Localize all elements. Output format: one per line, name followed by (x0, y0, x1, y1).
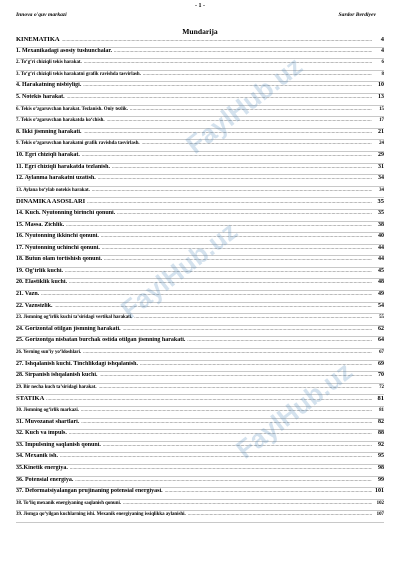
toc-entry[interactable] (16, 59, 384, 71)
toc-entry-page: 98 (378, 464, 384, 471)
toc-entry[interactable] (16, 500, 384, 512)
toc-leader-dots (41, 291, 372, 296)
toc-leader-dots (134, 314, 372, 319)
toc-entry[interactable] (16, 94, 384, 106)
toc-entry[interactable] (16, 187, 384, 199)
toc-entry-page: 8 (381, 71, 384, 77)
toc-entry-page: 70 (378, 372, 384, 379)
toc-entry-label: 23. Jismning og‘irlik kuchi ta’siridagi vertikal harakati. (16, 315, 133, 321)
toc-leader-dots (82, 152, 372, 157)
toc-entry[interactable] (16, 326, 384, 338)
toc-leader-dots (142, 140, 372, 145)
toc-entry[interactable] (16, 117, 384, 129)
toc-entry-label: 21. Vazn. (16, 291, 40, 298)
toc-entry-page: 4 (380, 36, 384, 43)
toc-leader-dots (81, 407, 372, 412)
toc-entry-page: 44 (378, 244, 384, 251)
toc-entry-label: 31. Muvozanat shartlari. (16, 418, 80, 425)
toc-leader-dots (60, 453, 372, 458)
toc-entry-label: 8. Ikki jismning harakati. (16, 128, 82, 135)
toc-entry-label: 30. Jismning og‘irlik markazi. (16, 408, 79, 413)
toc-entry-label: 10. Egri chiziqli harakat. (16, 151, 80, 158)
toc-entry-label: DINAMIKA ASOSLARI (16, 198, 86, 206)
toc-entry-page: 54 (378, 302, 384, 309)
toc-entry-label: 13. Aylana bo‘ylab notekis harakat. (16, 187, 90, 193)
toc-entry[interactable] (16, 337, 384, 349)
toc-leader-dots (55, 303, 372, 308)
toc-entry[interactable] (16, 164, 384, 176)
toc-entry-label: 7. Tekis o‘zgaruvchan harakatda ko‘chish. (16, 118, 105, 124)
toc-leader-dots (114, 48, 372, 53)
toc-entry-page: 31 (378, 163, 384, 170)
toc-entry-page: 13 (378, 93, 384, 100)
toc-leader-dots (143, 71, 372, 76)
toc-entry[interactable] (16, 48, 384, 60)
toc-leader-dots (112, 164, 372, 169)
toc-leader-dots (46, 396, 372, 401)
toc-entry-page: 34 (379, 187, 384, 193)
toc-entry-page: 101 (375, 488, 384, 495)
header-left: Innova o'quv markazi (16, 12, 67, 18)
toc-entry-page: 102 (376, 500, 384, 506)
toc-entry-page: 35 (377, 198, 384, 206)
toc-entry[interactable] (16, 152, 384, 164)
toc-entry-page: 99 (378, 476, 384, 483)
toc-leader-dots (69, 430, 372, 435)
toc-leader-dots (75, 477, 372, 482)
watermark: FaylHub.uz (115, 215, 243, 325)
toc-entry[interactable] (16, 395, 384, 407)
toc-entry[interactable] (16, 129, 384, 141)
toc-entry-label: 28. Sirpanish ishqalanish kuchi. (16, 372, 98, 379)
toc-entry[interactable] (16, 175, 384, 187)
toc-entry-page: 88 (378, 430, 384, 437)
toc-entry[interactable] (16, 430, 384, 442)
toc-entry-page: 24 (379, 141, 384, 147)
toc-entry[interactable] (16, 372, 384, 384)
toc-entry[interactable] (16, 419, 384, 431)
toc-entry-label: 1. Mexanikadagi asosiy tushunchalar. (16, 47, 112, 54)
toc-entry-label: 36. Potensial energiya. (16, 476, 74, 483)
toc-leader-dots (104, 256, 372, 261)
toc-leader-dots (83, 349, 372, 354)
toc-entry-label: 32. Kuch va impuls. (16, 430, 67, 437)
toc-leader-dots (123, 326, 372, 331)
toc-leader-dots (81, 419, 372, 424)
toc-entry[interactable] (16, 488, 384, 500)
toc-entry-label: 37. Deformatsiyalangan prujinaning potensial energiyasi. (16, 488, 163, 495)
toc-entry[interactable] (16, 361, 384, 373)
toc-entry-label: 18. Butun olam tortishish qonuni. (16, 256, 103, 263)
toc-entry-page: 107 (376, 512, 384, 518)
toc-leader-dots (187, 337, 372, 342)
toc-entry-label: 3. To‘g‘ri chiziqli tekis harakatni grafik ravishda tasvirlash. (16, 71, 141, 77)
toc-entry[interactable] (16, 511, 384, 523)
toc-entry[interactable] (16, 268, 384, 280)
toc-entry-page: 81 (377, 395, 384, 403)
toc-leader-dots (84, 129, 372, 134)
toc-leader-dots (165, 488, 372, 493)
toc-leader-dots (92, 187, 372, 192)
toc-entry[interactable] (16, 233, 384, 245)
toc-entry-page: 69 (378, 360, 384, 367)
toc-entry-page: 64 (378, 337, 384, 344)
toc-leader-dots (103, 442, 372, 447)
toc-leader-dots (99, 384, 372, 389)
toc-entry[interactable] (16, 256, 384, 268)
toc-entry[interactable] (16, 210, 384, 222)
toc-entry-label: 16. Nyutonning ikkinchi qonuni. (16, 233, 99, 240)
toc-entry-label: STATIKA (16, 395, 45, 403)
toc-entry-page: 92 (378, 441, 384, 448)
toc-entry[interactable] (16, 71, 384, 83)
toc-entry-label: 34. Mexanik ish. (16, 453, 59, 460)
toc-leader-dots (130, 106, 372, 111)
toc-entry-label: 17. Nyutonning uchinchi qonuni. (16, 244, 100, 251)
toc-entry[interactable] (16, 291, 384, 303)
toc-entry-label: 38. To‘liq mexanik energiyaning saqlanish qonuni. (16, 500, 122, 506)
toc-entry-label: 33. Impulsning saqlanish qonuni. (16, 441, 101, 448)
toc-leader-dots (100, 372, 372, 377)
toc-entry-page: 55 (379, 315, 384, 321)
toc-entry-label: 2. To‘g‘ri chiziqli tekis harakat. (16, 60, 82, 66)
toc-entry[interactable] (16, 407, 384, 419)
toc-entry-label: 39. Jismga qo‘yilgan kuchlarning ishi. Mexanik energiyaning issiqlikka aylanishi. (16, 512, 186, 518)
toc-entry-label: 5. Notekis harakat. (16, 93, 65, 100)
toc-entry-label: 9. Tekis o‘zgaruvchan harakatni grafik ravishda tasvirlash. (16, 141, 140, 147)
toc-entry[interactable] (16, 465, 384, 477)
toc-entry-label: 19. Og‘irlik kuchi. (16, 267, 64, 274)
toc-entry-label: 27. Ishqalanish kuchi. Tinchlikdagi ishqalanish. (16, 360, 139, 367)
toc-leader-dots (70, 465, 372, 470)
toc-leader-dots (67, 94, 372, 99)
toc-entry-page: 34 (378, 175, 384, 182)
toc-entry-label: 22. Vaznsizlik. (16, 302, 53, 309)
toc-entry-page: 67 (379, 350, 384, 356)
toc-entry-page: 72 (379, 384, 384, 390)
toc-leader-dots (102, 245, 372, 250)
toc-entry-page: 4 (381, 47, 384, 54)
watermark: FaylHub.uz (180, 50, 308, 160)
toc-leader-dots (98, 175, 372, 180)
toc-entry[interactable] (16, 303, 384, 315)
toc-entry-label: 14. Kuch. Nyutonning birinchi qonuni. (16, 209, 116, 216)
toc-entry-page: 81 (379, 408, 384, 413)
toc-entry-label: 20. Elastiklik kuchi. (16, 279, 68, 286)
toc-entry-label: 12. Aylanma harakatni uzatish. (16, 175, 96, 182)
toc-entry-page: 10 (378, 82, 384, 89)
toc-entry-page: 40 (378, 233, 384, 240)
page-title: Mundarija (182, 27, 218, 36)
toc-leader-dots (66, 222, 372, 227)
toc-entry-label: 4. Harakatning nisbiyligi. (16, 82, 82, 89)
toc-entry[interactable] (16, 140, 384, 152)
toc-entry[interactable] (16, 314, 384, 326)
toc-leader-dots (83, 82, 372, 87)
toc-leader-dots (123, 500, 372, 505)
toc-entry[interactable] (16, 349, 384, 361)
toc-entry[interactable] (16, 82, 384, 94)
toc-entry-page: 15 (379, 106, 384, 112)
toc-entry-label: 6. Tekis o‘zgaruvchan harakat. Tezlanish. Oniy tezlik. (16, 106, 128, 112)
toc-entry-label: 26. Yerning sun’iy yo‘ldoshlari. (16, 350, 82, 356)
toc-list (16, 36, 384, 523)
toc-entry-page: 62 (378, 325, 384, 332)
toc-leader-dots (101, 233, 372, 238)
toc-entry-page: 29 (378, 151, 384, 158)
toc-leader-dots (69, 279, 372, 284)
toc-entry-label: 29. Bir necha kuch ta’siridagi harakat. (16, 384, 97, 390)
toc-entry[interactable] (16, 36, 384, 48)
toc-entry-label: 25. Gorizontga nisbatan burchak ostida otilgan jismning harakati. (16, 337, 186, 344)
toc-entry-label: 35.Kinetik energiya. (16, 464, 68, 471)
toc-leader-dots (117, 210, 372, 215)
toc-leader-dots (107, 117, 372, 122)
watermark: FaylHub.uz (230, 355, 358, 465)
toc-entry-label: 24. Gorizontal otilgan jismning harakati. (16, 325, 121, 332)
toc-entry-page: 35 (378, 209, 384, 216)
toc-entry-page: 82 (378, 418, 384, 425)
toc-leader-dots (87, 199, 372, 204)
toc-entry-page: 44 (378, 256, 384, 263)
toc-leader-dots (65, 268, 372, 273)
toc-entry-page: 38 (378, 221, 384, 228)
toc-entry[interactable] (16, 384, 384, 396)
toc-entry[interactable] (16, 279, 384, 291)
toc-entry[interactable] (16, 477, 384, 489)
toc-entry-page: 21 (378, 128, 384, 135)
toc-entry[interactable] (16, 453, 384, 465)
toc-leader-dots (62, 37, 372, 42)
toc-entry[interactable] (16, 106, 384, 118)
toc-entry-page: 45 (378, 267, 384, 274)
toc-entry-label: 15. Massa. Zichlik. (16, 221, 65, 228)
toc-entry[interactable] (16, 442, 384, 454)
toc-entry[interactable] (16, 198, 384, 210)
toc-entry-label: 11. Egri chiziqli harakatda tezlanish. (16, 163, 111, 170)
toc-entry[interactable] (16, 245, 384, 257)
toc-entry-label: KINEMATIKA (16, 36, 60, 43)
toc-entry-page: 6 (381, 60, 384, 66)
header-right: Sardor Berdiyev (338, 12, 376, 18)
toc-leader-dots (140, 361, 372, 366)
toc-entry-page: 95 (378, 453, 384, 460)
page-number: - 1 - (195, 3, 205, 9)
toc-leader-dots (188, 511, 372, 516)
toc-entry-page: 17 (379, 118, 384, 124)
toc-entry-page: 49 (378, 291, 384, 298)
toc-entry[interactable] (16, 222, 384, 234)
toc-entry-page: 48 (378, 279, 384, 286)
toc-leader-dots (84, 59, 372, 64)
